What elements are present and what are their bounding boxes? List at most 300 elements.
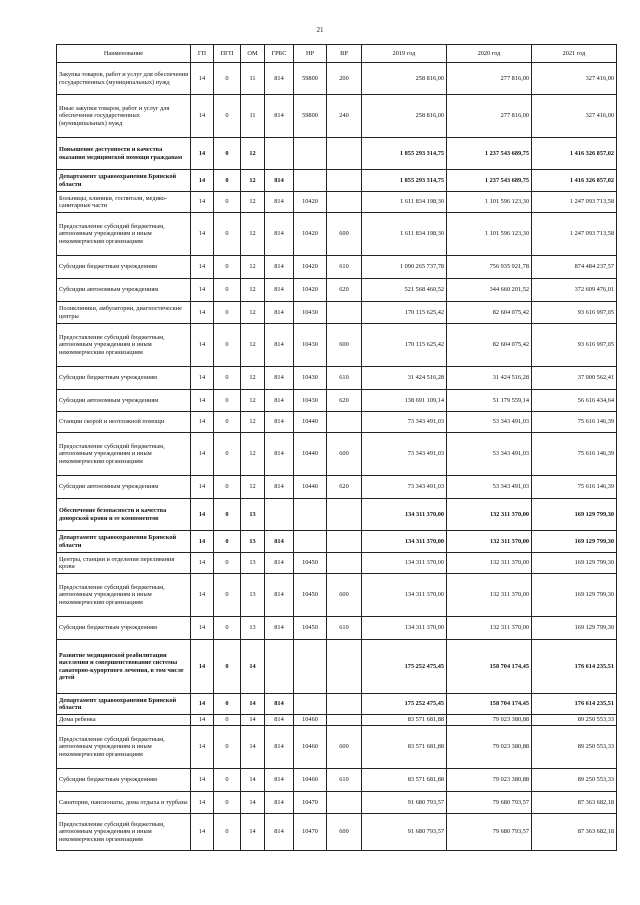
cell-nr: 59800	[294, 63, 327, 95]
cell-pgp: 0	[214, 574, 241, 617]
cell-pgp: 0	[214, 412, 241, 433]
cell-pgp: 0	[214, 769, 241, 792]
cell-vr: 620	[327, 476, 362, 499]
cell-om: 14	[241, 814, 265, 851]
cell-2019: 138 691 109,14	[362, 390, 447, 412]
cell-name: Департамент здравоохранения Брянской области	[57, 531, 191, 553]
cell-nr: 10430	[294, 390, 327, 412]
cell-2020: 132 311 370,00	[447, 499, 532, 531]
cell-2019: 83 571 681,88	[362, 769, 447, 792]
cell-pgp: 0	[214, 279, 241, 302]
cell-pgp: 0	[214, 213, 241, 256]
cell-gp: 14	[191, 390, 214, 412]
cell-om: 12	[241, 390, 265, 412]
cell-om: 12	[241, 256, 265, 279]
cell-2019: 1 855 293 314,75	[362, 170, 447, 192]
cell-om: 11	[241, 63, 265, 95]
cell-grbs: 814	[265, 279, 294, 302]
cell-vr: 240	[327, 95, 362, 138]
cell-name: Предоставление субсидий бюджетным, автономным учреждениям и иным некоммерческим организациям	[57, 814, 191, 851]
cell-name: Субсидии бюджетным учреждениям	[57, 256, 191, 279]
cell-nr	[294, 694, 327, 715]
cell-grbs: 814	[265, 814, 294, 851]
table-row	[57, 499, 617, 531]
cell-vr: 610	[327, 367, 362, 390]
table-row	[57, 715, 617, 726]
cell-vr: 600	[327, 574, 362, 617]
cell-nr: 10430	[294, 302, 327, 324]
cell-name: Предоставление субсидий бюджетным, автономным учреждениям и иным некоммерческим организациям	[57, 324, 191, 367]
cell-nr: 10420	[294, 279, 327, 302]
cell-nr: 10450	[294, 574, 327, 617]
cell-grbs: 814	[265, 617, 294, 640]
cell-2021: 56 616 434,64	[532, 390, 617, 412]
cell-2020: 82 604 075,42	[447, 302, 532, 324]
cell-gp: 14	[191, 640, 214, 694]
cell-pgp: 0	[214, 715, 241, 726]
cell-name: Обеспечение безопасности и качества донорской крови и ее компонентов	[57, 499, 191, 531]
cell-gp: 14	[191, 302, 214, 324]
cell-2019: 91 680 793,57	[362, 814, 447, 851]
cell-name: Иные закупки товаров, работ и услуг для обеспечения государственных (муниципальных) нужд	[57, 95, 191, 138]
cell-2020: 1 237 543 689,75	[447, 138, 532, 170]
cell-2019: 258 816,00	[362, 63, 447, 95]
cell-2021: 327 416,00	[532, 63, 617, 95]
cell-2021: 176 614 235,51	[532, 640, 617, 694]
cell-grbs: 814	[265, 256, 294, 279]
cell-vr	[327, 138, 362, 170]
cell-pgp: 0	[214, 324, 241, 367]
cell-2021: 169 129 799,30	[532, 499, 617, 531]
cell-2020: 756 935 921,78	[447, 256, 532, 279]
table-row	[57, 553, 617, 574]
table-row	[57, 367, 617, 390]
cell-2021: 89 250 553,33	[532, 726, 617, 769]
cell-2019: 73 343 491,03	[362, 476, 447, 499]
cell-name: Субсидии автономным учреждениям	[57, 476, 191, 499]
cell-nr: 10450	[294, 617, 327, 640]
header-name: Наименование	[57, 45, 191, 63]
cell-2021: 169 129 799,30	[532, 531, 617, 553]
cell-om: 12	[241, 476, 265, 499]
table-body	[57, 63, 617, 851]
cell-name: Субсидии автономным учреждениям	[57, 390, 191, 412]
cell-2020: 82 604 075,42	[447, 324, 532, 367]
cell-2020: 277 816,00	[447, 63, 532, 95]
table-row	[57, 170, 617, 192]
cell-om: 12	[241, 433, 265, 476]
cell-gp: 14	[191, 814, 214, 851]
cell-2019: 1 611 834 198,30	[362, 213, 447, 256]
table-header-row	[57, 45, 617, 63]
cell-pgp: 0	[214, 433, 241, 476]
cell-2021: 372 609 476,01	[532, 279, 617, 302]
cell-2020: 132 311 370,00	[447, 617, 532, 640]
cell-pgp: 0	[214, 499, 241, 531]
cell-name: Предоставление субсидий бюджетным, автономным учреждениям и иным некоммерческим организациям	[57, 213, 191, 256]
cell-gp: 14	[191, 531, 214, 553]
cell-om: 14	[241, 792, 265, 814]
cell-name: Департамент здравоохранения Брянской области	[57, 170, 191, 192]
cell-grbs: 814	[265, 769, 294, 792]
table-row	[57, 412, 617, 433]
cell-2019: 258 816,00	[362, 95, 447, 138]
cell-gp: 14	[191, 170, 214, 192]
cell-om: 12	[241, 170, 265, 192]
cell-2019: 170 115 625,42	[362, 302, 447, 324]
cell-name: Развитие медицинской реабилитации населения и совершенствование системы санаторно-курортного лечения, в том числе детей	[57, 640, 191, 694]
cell-om: 12	[241, 367, 265, 390]
cell-vr	[327, 553, 362, 574]
cell-grbs: 814	[265, 715, 294, 726]
cell-vr: 620	[327, 279, 362, 302]
cell-om: 13	[241, 553, 265, 574]
cell-2021: 176 614 235,51	[532, 694, 617, 715]
cell-name: Закупка товаров, работ и услуг для обеспечения государственных (муниципальных) нужд	[57, 63, 191, 95]
header-2021: 2021 год	[532, 45, 617, 63]
cell-2020: 132 311 370,00	[447, 531, 532, 553]
cell-pgp: 0	[214, 170, 241, 192]
cell-2020: 53 343 491,03	[447, 476, 532, 499]
cell-grbs: 814	[265, 367, 294, 390]
cell-2021: 75 616 146,39	[532, 433, 617, 476]
cell-gp: 14	[191, 726, 214, 769]
cell-2020: 277 816,00	[447, 95, 532, 138]
cell-om: 13	[241, 617, 265, 640]
cell-2020: 79 023 380,88	[447, 726, 532, 769]
cell-name: Субсидии автономным учреждениям	[57, 279, 191, 302]
cell-grbs: 814	[265, 694, 294, 715]
header-pgp: ПГП	[214, 45, 241, 63]
cell-2020: 53 343 491,03	[447, 412, 532, 433]
cell-om: 14	[241, 769, 265, 792]
cell-2019: 521 568 460,52	[362, 279, 447, 302]
table-row	[57, 192, 617, 213]
cell-om: 12	[241, 302, 265, 324]
table-row	[57, 138, 617, 170]
cell-name: Станции скорой и неотложной помощи	[57, 412, 191, 433]
cell-pgp: 0	[214, 138, 241, 170]
cell-2019: 1 855 293 314,75	[362, 138, 447, 170]
cell-vr	[327, 302, 362, 324]
cell-name: Дома ребенка	[57, 715, 191, 726]
cell-gp: 14	[191, 715, 214, 726]
cell-nr: 10420	[294, 192, 327, 213]
cell-2020: 53 343 491,03	[447, 433, 532, 476]
cell-2019: 1 090 265 737,78	[362, 256, 447, 279]
cell-grbs: 814	[265, 95, 294, 138]
cell-gp: 14	[191, 367, 214, 390]
cell-nr: 10440	[294, 433, 327, 476]
header-nr: НР	[294, 45, 327, 63]
cell-grbs: 814	[265, 531, 294, 553]
cell-om: 12	[241, 213, 265, 256]
cell-grbs: 814	[265, 302, 294, 324]
cell-2019: 134 311 370,00	[362, 553, 447, 574]
cell-vr: 610	[327, 769, 362, 792]
cell-vr: 600	[327, 324, 362, 367]
table-row	[57, 476, 617, 499]
table-row	[57, 769, 617, 792]
cell-2020: 158 704 174,45	[447, 640, 532, 694]
cell-2021: 89 250 553,33	[532, 769, 617, 792]
cell-2019: 175 252 475,45	[362, 640, 447, 694]
table-row	[57, 574, 617, 617]
cell-grbs: 814	[265, 170, 294, 192]
cell-2020: 132 311 370,00	[447, 553, 532, 574]
cell-2019: 91 680 793,57	[362, 792, 447, 814]
cell-2021: 37 000 562,41	[532, 367, 617, 390]
header-grbs: ГРБС	[265, 45, 294, 63]
table-row	[57, 279, 617, 302]
cell-2021: 169 129 799,30	[532, 574, 617, 617]
cell-nr: 10460	[294, 769, 327, 792]
cell-2019: 134 311 370,00	[362, 574, 447, 617]
cell-2021: 75 616 146,39	[532, 476, 617, 499]
table-row	[57, 256, 617, 279]
cell-pgp: 0	[214, 367, 241, 390]
cell-grbs: 814	[265, 192, 294, 213]
cell-2019: 134 311 370,00	[362, 531, 447, 553]
cell-gp: 14	[191, 476, 214, 499]
cell-vr: 200	[327, 63, 362, 95]
cell-2021: 169 129 799,30	[532, 617, 617, 640]
cell-vr: 610	[327, 256, 362, 279]
cell-gp: 14	[191, 769, 214, 792]
table-row	[57, 640, 617, 694]
cell-vr	[327, 792, 362, 814]
table-row	[57, 694, 617, 715]
cell-grbs: 814	[265, 574, 294, 617]
cell-2021: 327 416,00	[532, 95, 617, 138]
cell-pgp: 0	[214, 792, 241, 814]
cell-2019: 73 343 491,03	[362, 412, 447, 433]
cell-gp: 14	[191, 192, 214, 213]
table-row	[57, 617, 617, 640]
cell-pgp: 0	[214, 694, 241, 715]
cell-vr: 620	[327, 390, 362, 412]
cell-vr	[327, 694, 362, 715]
cell-grbs: 814	[265, 553, 294, 574]
cell-name: Субсидии бюджетным учреждениям	[57, 617, 191, 640]
table-row	[57, 95, 617, 138]
cell-om: 12	[241, 279, 265, 302]
cell-2020: 79 680 793,57	[447, 792, 532, 814]
cell-nr: 10450	[294, 553, 327, 574]
page-number: 21	[316, 26, 324, 34]
cell-2021: 87 363 682,18	[532, 814, 617, 851]
cell-2019: 175 252 475,45	[362, 694, 447, 715]
budget-table	[56, 44, 617, 851]
cell-nr: 10470	[294, 792, 327, 814]
cell-vr: 600	[327, 433, 362, 476]
cell-vr	[327, 531, 362, 553]
cell-name: Субсидии бюджетным учреждениям	[57, 769, 191, 792]
cell-gp: 14	[191, 792, 214, 814]
cell-name: Предоставление субсидий бюджетным, автономным учреждениям и иным некоммерческим организациям	[57, 433, 191, 476]
cell-2021: 169 129 799,30	[532, 553, 617, 574]
cell-pgp: 0	[214, 726, 241, 769]
table-row	[57, 390, 617, 412]
cell-grbs: 814	[265, 792, 294, 814]
cell-gp: 14	[191, 138, 214, 170]
cell-om: 14	[241, 640, 265, 694]
cell-2019: 170 115 625,42	[362, 324, 447, 367]
cell-om: 14	[241, 715, 265, 726]
cell-2019: 134 311 370,00	[362, 499, 447, 531]
cell-nr	[294, 499, 327, 531]
cell-2019: 83 571 681,88	[362, 715, 447, 726]
cell-name: Поликлиники, амбулатории, диагностические центры	[57, 302, 191, 324]
cell-2021: 1 247 093 713,58	[532, 192, 617, 213]
cell-2019: 1 611 834 198,30	[362, 192, 447, 213]
cell-om: 14	[241, 694, 265, 715]
cell-vr: 610	[327, 617, 362, 640]
cell-nr	[294, 138, 327, 170]
cell-pgp: 0	[214, 192, 241, 213]
cell-grbs: 814	[265, 433, 294, 476]
cell-vr	[327, 715, 362, 726]
cell-nr: 10420	[294, 256, 327, 279]
cell-pgp: 0	[214, 531, 241, 553]
table-row	[57, 63, 617, 95]
cell-gp: 14	[191, 213, 214, 256]
cell-nr	[294, 531, 327, 553]
cell-vr: 600	[327, 213, 362, 256]
cell-grbs: 814	[265, 390, 294, 412]
cell-gp: 14	[191, 256, 214, 279]
header-vr: ВР	[327, 45, 362, 63]
cell-nr: 10440	[294, 476, 327, 499]
cell-name: Повышение доступности и качества оказания медицинской помощи гражданам	[57, 138, 191, 170]
table-row	[57, 814, 617, 851]
cell-name: Больницы, клиники, госпитали, медико-санитарные части	[57, 192, 191, 213]
cell-gp: 14	[191, 574, 214, 617]
cell-grbs	[265, 499, 294, 531]
cell-pgp: 0	[214, 256, 241, 279]
cell-2020: 31 424 516,28	[447, 367, 532, 390]
cell-gp: 14	[191, 694, 214, 715]
cell-nr	[294, 170, 327, 192]
cell-nr: 10460	[294, 715, 327, 726]
cell-2020: 1 101 596 123,30	[447, 192, 532, 213]
cell-2019: 134 311 370,00	[362, 617, 447, 640]
cell-grbs: 814	[265, 213, 294, 256]
cell-2021: 93 616 997,05	[532, 302, 617, 324]
cell-2021: 874 484 237,57	[532, 256, 617, 279]
cell-pgp: 0	[214, 553, 241, 574]
table-row	[57, 213, 617, 256]
cell-gp: 14	[191, 279, 214, 302]
table-row	[57, 531, 617, 553]
cell-nr: 10470	[294, 814, 327, 851]
cell-2020: 79 680 793,57	[447, 814, 532, 851]
table-row	[57, 792, 617, 814]
table-row	[57, 324, 617, 367]
cell-nr: 10440	[294, 412, 327, 433]
cell-2021: 89 250 553,33	[532, 715, 617, 726]
cell-vr: 600	[327, 726, 362, 769]
cell-name: Субсидии бюджетным учреждениям	[57, 367, 191, 390]
cell-2021: 1 247 093 713,58	[532, 213, 617, 256]
cell-grbs	[265, 640, 294, 694]
cell-gp: 14	[191, 95, 214, 138]
cell-gp: 14	[191, 553, 214, 574]
cell-pgp: 0	[214, 302, 241, 324]
cell-om: 12	[241, 192, 265, 213]
cell-nr: 10460	[294, 726, 327, 769]
cell-2020: 79 023 380,88	[447, 715, 532, 726]
cell-2021: 1 416 326 857,02	[532, 170, 617, 192]
cell-nr: 10420	[294, 213, 327, 256]
cell-2019: 31 424 516,28	[362, 367, 447, 390]
cell-name: Санатории, пансионаты, дома отдыха и турбазы	[57, 792, 191, 814]
cell-2020: 344 660 201,52	[447, 279, 532, 302]
header-2019: 2019 год	[362, 45, 447, 63]
cell-vr	[327, 192, 362, 213]
cell-2020: 1 101 596 123,30	[447, 213, 532, 256]
cell-nr: 59800	[294, 95, 327, 138]
table-row	[57, 302, 617, 324]
cell-om: 13	[241, 574, 265, 617]
cell-name: Центры, станции и отделения переливания крови	[57, 553, 191, 574]
cell-name: Предоставление субсидий бюджетным, автономным учреждениям и иным некоммерческим организациям	[57, 726, 191, 769]
cell-pgp: 0	[214, 814, 241, 851]
cell-pgp: 0	[214, 476, 241, 499]
cell-om: 11	[241, 95, 265, 138]
cell-2021: 75 616 146,39	[532, 412, 617, 433]
cell-gp: 14	[191, 617, 214, 640]
cell-pgp: 0	[214, 617, 241, 640]
cell-gp: 14	[191, 499, 214, 531]
cell-pgp: 0	[214, 640, 241, 694]
cell-2020: 132 311 370,00	[447, 574, 532, 617]
cell-om: 13	[241, 499, 265, 531]
cell-2021: 1 416 326 857,02	[532, 138, 617, 170]
cell-pgp: 0	[214, 95, 241, 138]
cell-grbs	[265, 138, 294, 170]
header-2020: 2020 год	[447, 45, 532, 63]
cell-vr	[327, 412, 362, 433]
cell-2019: 83 571 681,88	[362, 726, 447, 769]
cell-om: 12	[241, 324, 265, 367]
cell-nr	[294, 640, 327, 694]
cell-om: 12	[241, 412, 265, 433]
cell-grbs: 814	[265, 726, 294, 769]
cell-grbs: 814	[265, 63, 294, 95]
cell-2020: 79 023 380,88	[447, 769, 532, 792]
cell-2020: 51 179 559,14	[447, 390, 532, 412]
cell-gp: 14	[191, 433, 214, 476]
cell-pgp: 0	[214, 63, 241, 95]
cell-2021: 87 363 682,18	[532, 792, 617, 814]
cell-om: 12	[241, 138, 265, 170]
cell-2021: 93 616 997,05	[532, 324, 617, 367]
cell-gp: 14	[191, 412, 214, 433]
cell-om: 14	[241, 726, 265, 769]
header-gp: ГП	[191, 45, 214, 63]
cell-gp: 14	[191, 324, 214, 367]
cell-name: Департамент здравоохранения Брянской области	[57, 694, 191, 715]
table-row	[57, 433, 617, 476]
cell-vr	[327, 640, 362, 694]
cell-grbs: 814	[265, 324, 294, 367]
cell-gp: 14	[191, 63, 214, 95]
cell-pgp: 0	[214, 390, 241, 412]
cell-2020: 1 237 543 689,75	[447, 170, 532, 192]
cell-nr: 10430	[294, 324, 327, 367]
cell-grbs: 814	[265, 412, 294, 433]
